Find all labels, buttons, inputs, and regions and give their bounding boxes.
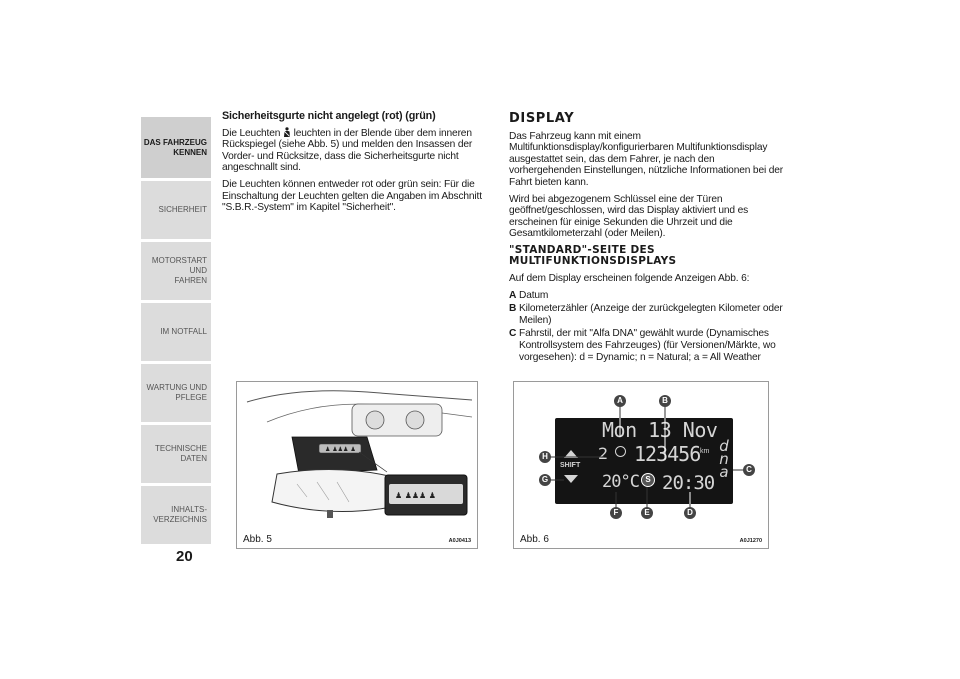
tab-das-fahrzeug-kennen[interactable]: DAS FAHRZEUG KENNEN bbox=[141, 117, 211, 178]
display-odometer: 123456 bbox=[634, 442, 701, 466]
callout-lines bbox=[514, 382, 768, 548]
display-date: Mon 13 Nov bbox=[602, 418, 718, 442]
list-item bbox=[509, 328, 786, 363]
paragraph: Das Fahrzeug kann mit einem Multifunktionsdisplay/konfigurierbaren Multifunktionsdisplay ausgestattet sein, das dem Fahrer, je nach den vorhergehenden Einstellungen, nützliche Informationen bei der Fahrt bieten kann. bbox=[509, 130, 784, 188]
list-text: Fahrstil, der mit "Alfa DNA" gewählt wurde (Dynamisches Kontrollsystem des Fahrzeuges) (für Versionen/Märkte, wo vorgesehen): d = Dynamic; n = Natural; a = All Weather bbox=[519, 328, 776, 363]
figure-code: A0J0413 bbox=[448, 538, 471, 544]
page-number: 20 bbox=[176, 548, 193, 565]
rearview-mirror-illustration bbox=[237, 382, 477, 532]
list-key: C bbox=[509, 328, 517, 340]
s-badge: S bbox=[641, 473, 655, 487]
list-key: A bbox=[509, 289, 517, 301]
dna-a: a bbox=[719, 463, 729, 481]
tab-inhaltsverzeichnis[interactable]: INHALTS- VERZEICHNIS bbox=[141, 486, 211, 544]
left-column bbox=[222, 111, 494, 219]
figure-code: A0J1270 bbox=[739, 538, 762, 544]
list-item bbox=[509, 303, 786, 326]
paragraph: Auf dem Display erscheinen folgende Anzeigen Abb. 6: bbox=[509, 272, 750, 284]
tab-im-notfall[interactable]: IM NOTFALL bbox=[141, 303, 211, 361]
paragraph-text: Die Leuchten bbox=[222, 127, 281, 139]
seatbelt-icon bbox=[283, 127, 291, 137]
svg-text:♟ ♟♟♟ ♟: ♟ ♟♟♟ ♟ bbox=[395, 491, 436, 500]
paragraph: Die Leuchten können entweder rot oder grün sein: Für die Einschaltung der Leuchten gelten die Angaben im Abschnitt "S.B.R.-System" im Kapitel "Sicherheit". bbox=[222, 178, 482, 214]
figure-5 bbox=[236, 381, 478, 549]
tab-sicherheit[interactable]: SICHERHEIT bbox=[141, 181, 211, 239]
display-unit: km bbox=[700, 448, 710, 455]
display-time: 20:30 bbox=[662, 472, 715, 494]
callout-g: G bbox=[539, 474, 551, 486]
dna-d: d bbox=[719, 437, 729, 455]
figure-caption: Abb. 5 bbox=[243, 534, 272, 545]
paragraph-text: leuchten in der Blende über dem inneren Rückspiegel (siehe Abb. 5) und melden den Insassen der Vorder- und Rücksitze, dass die Sicherheitsgurte nicht angeschnallt sind. bbox=[222, 127, 473, 174]
paragraph: Wird bei abgezogenem Schlüssel eine der Türen geöffnet/geschlossen, wird das Display aktiviert und es erscheinen für einige Sekunden die Uhrzeit und die Gesamtkilometerzahl (oder Meilen). bbox=[509, 193, 749, 240]
display-temperature: 20°C bbox=[602, 472, 639, 492]
display-gear: 2 bbox=[598, 444, 609, 463]
tab-wartung-und-pflege[interactable]: WARTUNG UND PFLEGE bbox=[141, 364, 211, 422]
tab-motorstart-und-fahren[interactable]: MOTORSTART UND FAHREN bbox=[141, 242, 211, 300]
right-column bbox=[509, 113, 786, 365]
figure-caption: Abb. 6 bbox=[520, 534, 549, 545]
callout-c: C bbox=[743, 464, 755, 476]
list-item bbox=[509, 290, 786, 302]
subheading: "STANDARD"-SEITE DES MULTIFUNKTIONSDISPLAYS bbox=[509, 243, 677, 268]
tab-technische-daten[interactable]: TECHNISCHE DATEN bbox=[141, 425, 211, 483]
paragraph bbox=[222, 127, 494, 174]
list-key: B bbox=[509, 303, 517, 315]
svg-text:♟ ♟♟♟ ♟: ♟ ♟♟♟ ♟ bbox=[325, 446, 356, 453]
callout-h: H bbox=[539, 451, 551, 463]
list-text: Kilometerzähler (Anzeige der zurückgelegten Kilometer oder Meilen) bbox=[519, 303, 783, 326]
list-text: Datum bbox=[519, 289, 549, 301]
callout-b: B bbox=[659, 395, 671, 407]
display-shift: SHIFT bbox=[560, 462, 581, 469]
callout-f: F bbox=[610, 507, 622, 519]
section-heading: Sicherheitsgurte nicht angelegt (rot) (grün) bbox=[222, 110, 436, 122]
dna-n: n bbox=[719, 450, 729, 468]
display-heading: DISPLAY bbox=[509, 111, 575, 126]
chapter-tabs bbox=[141, 117, 211, 547]
callout-d: D bbox=[684, 507, 696, 519]
figure-6 bbox=[513, 381, 769, 549]
callout-e: E bbox=[641, 507, 653, 519]
callout-a: A bbox=[614, 395, 626, 407]
